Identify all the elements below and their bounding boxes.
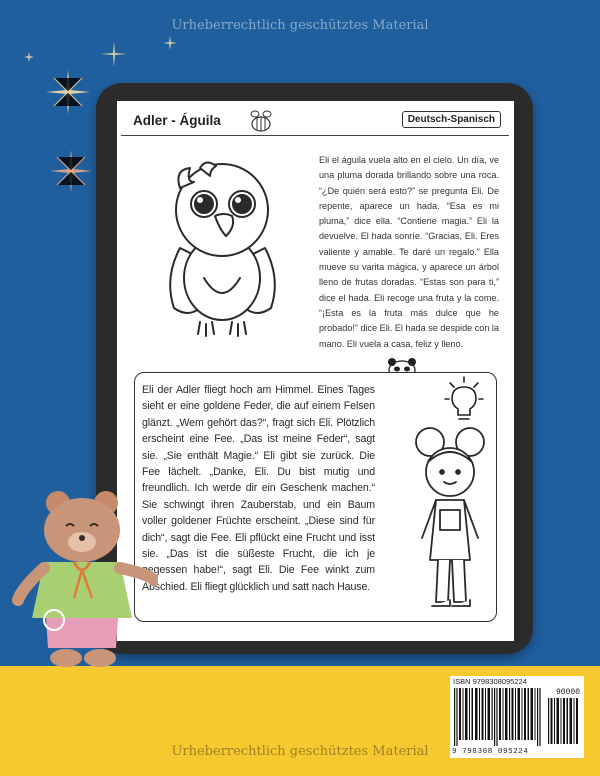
price-barcode-bars <box>548 698 580 744</box>
sparkle-icon <box>163 36 177 50</box>
watermark-bottom: Urheberrechtlich geschütztes Material <box>171 744 429 759</box>
girl-illustration <box>410 420 490 615</box>
sparkle-icon <box>48 148 94 194</box>
sparkle-icon <box>100 40 128 68</box>
barcode-bars <box>454 688 544 746</box>
isbn-digits: 9 798308 095224 <box>452 748 529 756</box>
german-story: Eli der Adler fliegt hoch am Himmel. Eines Tages sieht er eine goldene Feder, die auf einem Felsen glänzt. „Wem gehört das?“, fragt sich Eli. Plötzlich erscheint eine Fee. „Das ist meine Feder“, sagt sie. „Sie enthält Magie.“ Eli gibt sie zurück. Die Fee lächelt. „Danke, Eli. Du bist mutig und freundlich. Ich werde dir ein Geschenk machen.“ Sie schwingt ihren Zauberstab, und ein Baum voller goldener Früchte erscheint. „Diese sind für dich“, sagt die Fee. Eli pflückt eine Frucht und isst sie. „Das ist die süßeste Frucht, die ich je gegessen habe!“, sagt Eli. Die Fee winkt zum Abschied. Eli fliegt glücklich und satt nach Hause. <box>142 384 375 593</box>
sparkle-icon <box>44 68 92 116</box>
watermark-top: Urheberrechtlich geschütztes Material <box>171 18 429 33</box>
isbn-label: ISBN 9798308095224 <box>453 677 527 686</box>
eagle-illustration <box>160 158 285 338</box>
bee-icon <box>246 108 276 134</box>
bear-illustration <box>8 488 158 668</box>
lightbulb-icon <box>444 375 484 423</box>
sparkle-icon <box>24 52 34 62</box>
price-code: 90000 <box>555 688 580 697</box>
spanish-story: Eli el águila vuela alto en el cielo. Un día, ve una pluma dorada brillando sobre una roca. “¿De quién será esto?” se pregunta Eli. De repente, aparece un hada. “Esa es mi pluma,” dice ella. “Contiene magia.” Eli la devuelve. El hada sonríe. “Gracias, Eli. Eres valiente y amable. Te daré un regalo.” Ella mueve su varita mágica, y aparece un árbol lleno de frutas doradas. “Estas son para ti,” dice el hada. Eli recoge una fruta y la come. “¡Esta es la fruta más dulce que he probado!” dice Eli. El hada se despide con la mano. Eli vuela a casa, feliz y lleno. <box>319 155 499 349</box>
title-bar <box>121 105 509 136</box>
page-title: Adler - Águila <box>133 113 221 128</box>
language-label: Deutsch-Spanisch <box>402 111 501 128</box>
